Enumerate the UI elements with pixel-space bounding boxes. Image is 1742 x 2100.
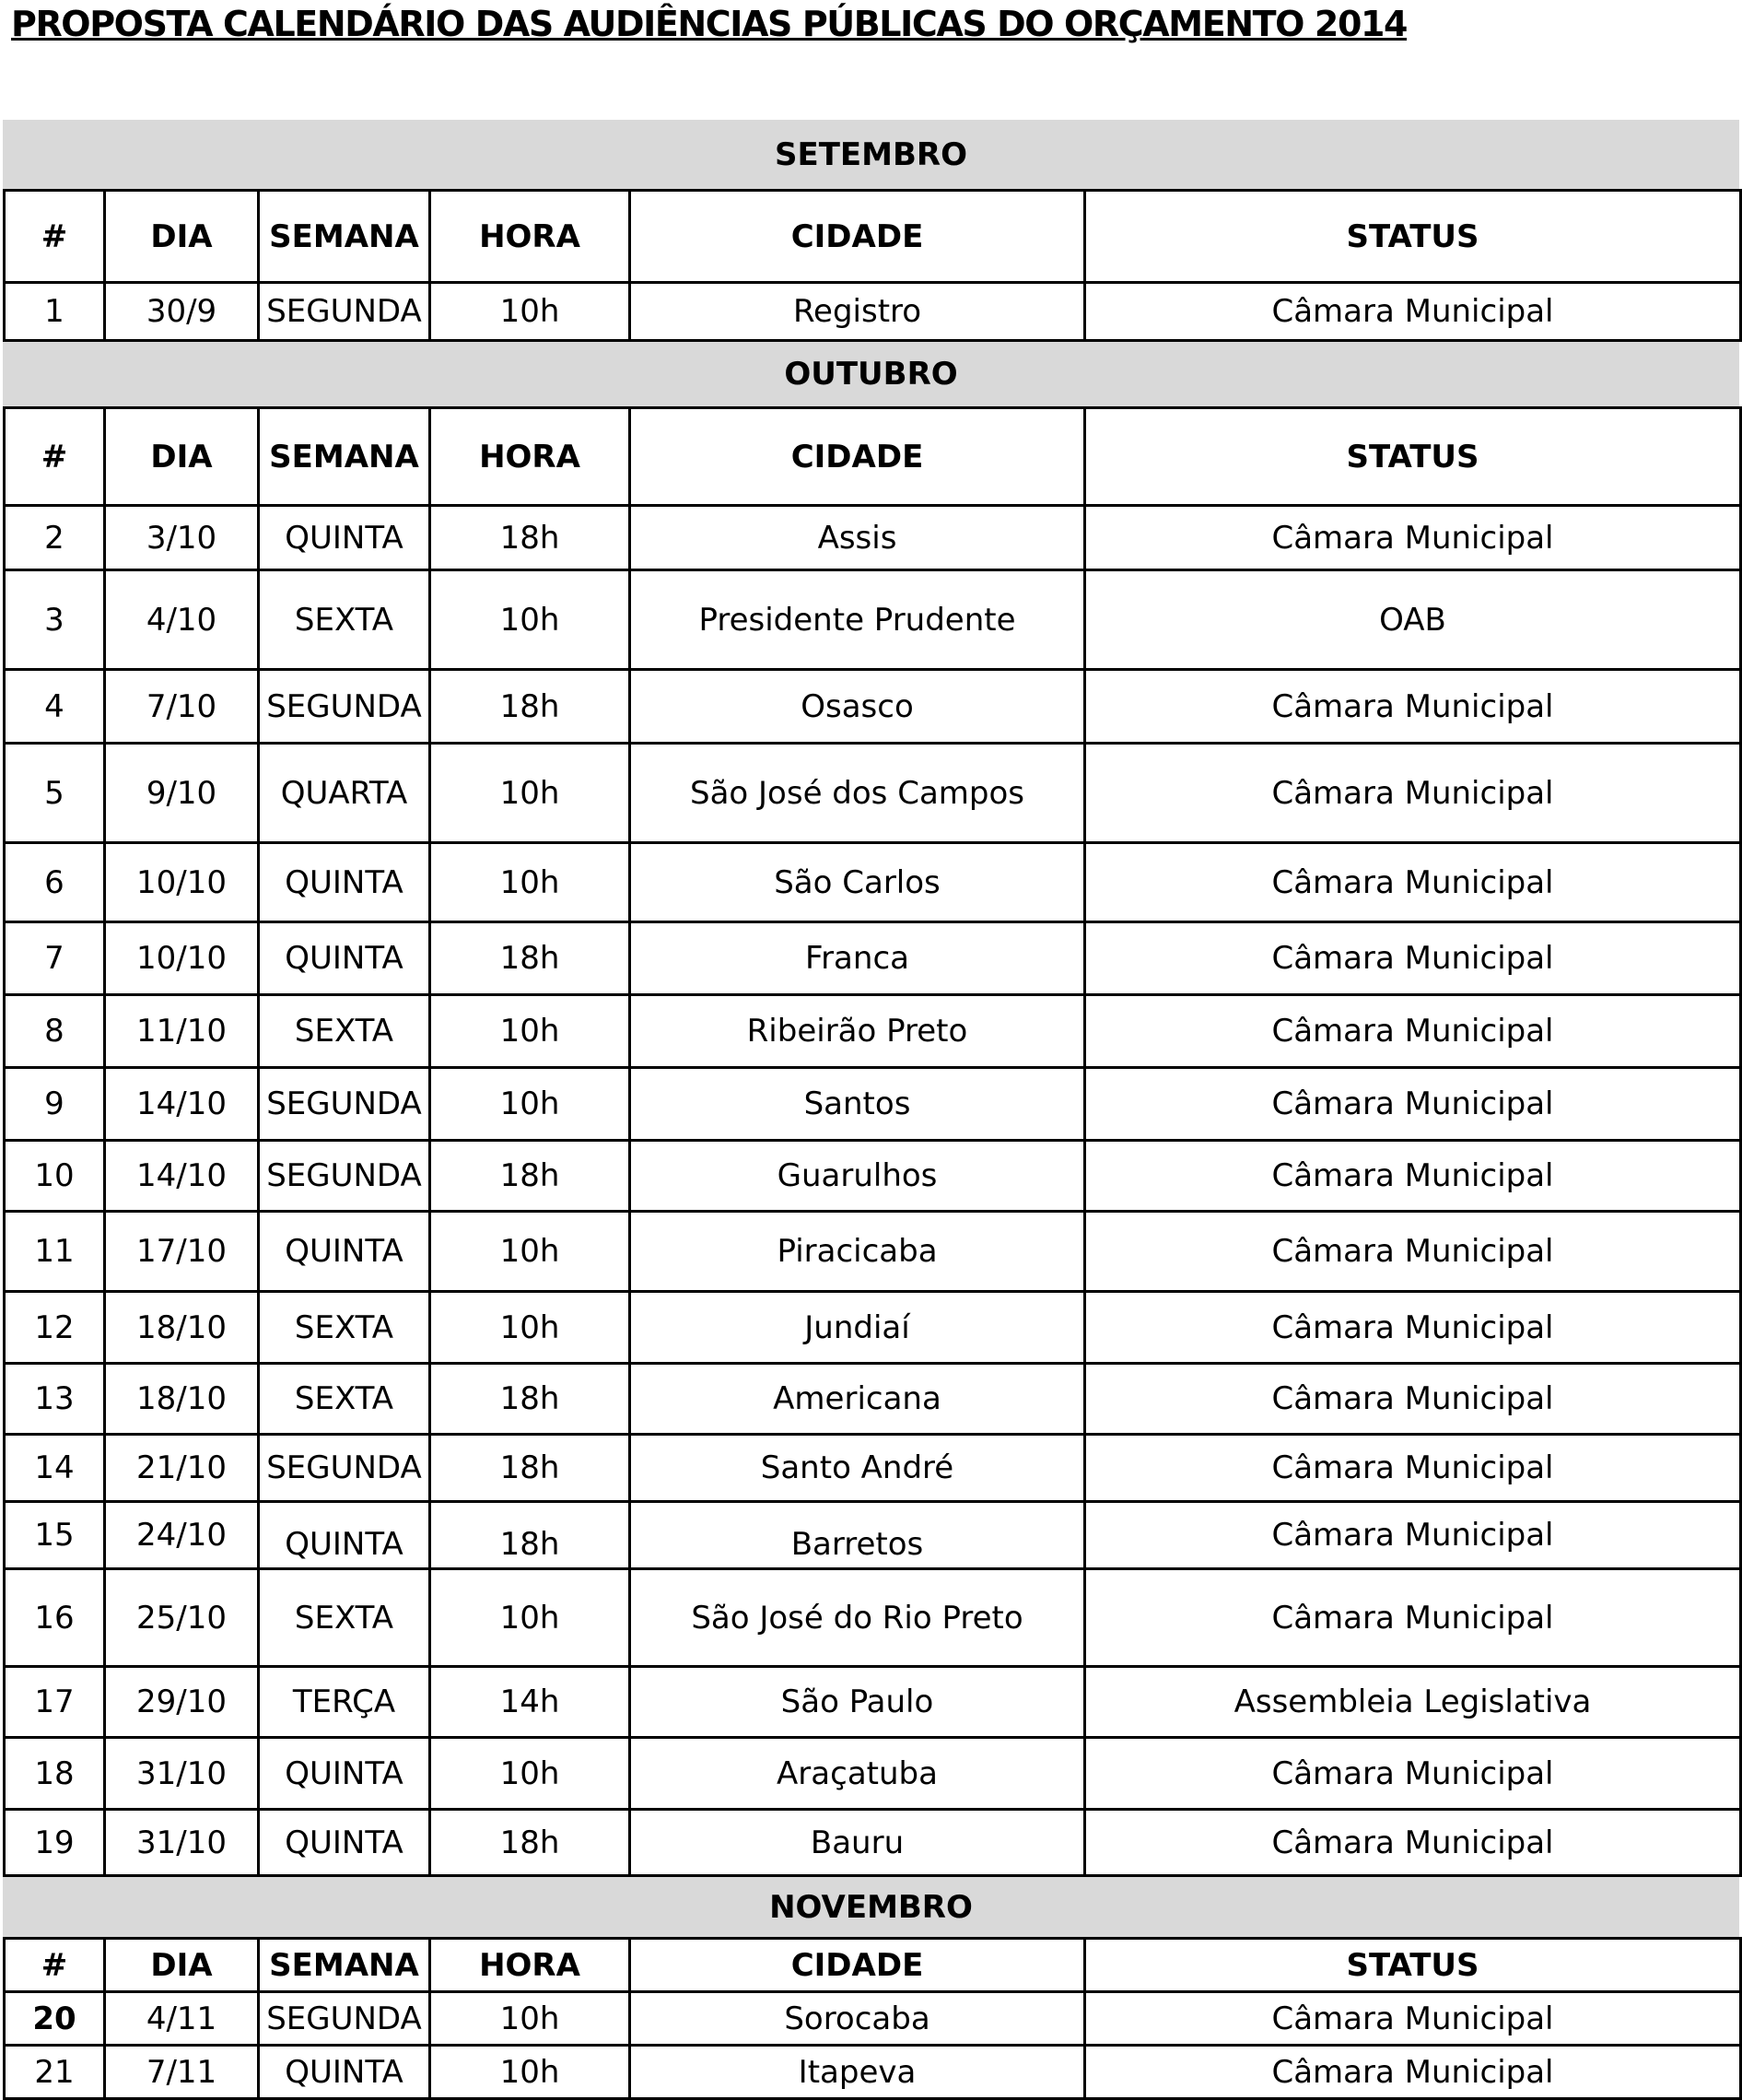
cell-status: Câmara Municipal [1085,995,1741,1068]
table-row [5,1738,1741,1810]
cell-num: 14 [5,1435,105,1502]
cell-hora: 18h [430,506,630,570]
cell-hora: 10h [430,283,630,341]
cell-num: 11 [5,1212,105,1292]
cell-cidade: São José do Rio Preto [630,1569,1085,1667]
cell-status: Câmara Municipal [1085,922,1741,995]
cell-semana: SEGUNDA [259,283,430,341]
cell-hora: 10h [430,2046,630,2099]
cell-hora: 18h [430,1364,630,1435]
cell-cidade: Jundiaí [630,1292,1085,1364]
column-header-semana: SEMANA [259,1939,430,1992]
cell-num: 12 [5,1292,105,1364]
cell-semana: SEGUNDA [259,1141,430,1212]
cell-dia: 9/10 [105,744,259,843]
cell-dia: 31/10 [105,1810,259,1876]
table-row [5,922,1741,995]
table-row [5,843,1741,922]
cell-status: Câmara Municipal [1085,1141,1741,1212]
cell-cidade: Guarulhos [630,1141,1085,1212]
schedule-table [3,406,1742,1877]
cell-semana: SEXTA [259,570,430,670]
cell-status: Câmara Municipal [1085,1992,1741,2046]
cell-num: 5 [5,744,105,843]
cell-dia: 10/10 [105,843,259,922]
column-header-hora: HORA [430,191,630,283]
table-row [5,1292,1741,1364]
cell-status: Câmara Municipal [1085,283,1741,341]
table-row [5,570,1741,670]
cell-hora: 14h [430,1667,630,1738]
cell-cidade: Sorocaba [630,1992,1085,2046]
cell-semana: QUINTA [259,1738,430,1810]
cell-status: Câmara Municipal [1085,1435,1741,1502]
cell-status: Câmara Municipal [1085,843,1741,922]
table-row [5,1992,1741,2046]
cell-hora: 10h [430,570,630,670]
month-heading: NOVEMBRO [3,1877,1739,1937]
cell-hora: 10h [430,1738,630,1810]
column-header-hora: HORA [430,408,630,506]
cell-dia: 29/10 [105,1667,259,1738]
cell-hora: 10h [430,1992,630,2046]
cell-cidade: São Carlos [630,843,1085,922]
cell-status: Câmara Municipal [1085,1810,1741,1876]
cell-text: Barretos [790,1526,924,1563]
cell-hora: 10h [430,995,630,1068]
cell-semana: QUINTA [259,1212,430,1292]
cell-num: 17 [5,1667,105,1738]
header-row [5,191,1741,283]
table-row [5,1569,1741,1667]
cell-num: 1 [5,283,105,341]
cell-hora: 10h [430,744,630,843]
column-header-status: STATUS [1085,191,1741,283]
column-header-dia: DIA [105,408,259,506]
cell-status: Assembleia Legislativa [1085,1667,1741,1738]
cell-cidade: Assis [630,506,1085,570]
cell-dia: 7/11 [105,2046,259,2099]
cell-dia: 18/10 [105,1364,259,1435]
month-heading: OUTUBRO [3,342,1739,406]
cell-dia: 7/10 [105,670,259,744]
table-row [5,995,1741,1068]
cell-hora: 18h [430,922,630,995]
cell-num: 6 [5,843,105,922]
cell-cidade: Santo André [630,1435,1085,1502]
cell-num: 19 [5,1810,105,1876]
table-row [5,2046,1741,2099]
schedule-sheet [3,120,1739,2100]
cell-status: Câmara Municipal [1085,670,1741,744]
cell-dia: 25/10 [105,1569,259,1667]
cell-cidade: Registro [630,283,1085,341]
table-row [5,1364,1741,1435]
cell-semana: SEGUNDA [259,670,430,744]
table-row [5,1435,1741,1502]
cell-semana: QUINTA [259,506,430,570]
cell-num: 13 [5,1364,105,1435]
cell-num: 20 [5,1992,105,2046]
cell-cidade: Ribeirão Preto [630,995,1085,1068]
cell-semana: QUINTA [259,922,430,995]
cell-num: 10 [5,1141,105,1212]
cell-cidade: Piracicaba [630,1212,1085,1292]
table-row [5,506,1741,570]
cell-num: 21 [5,2046,105,2099]
cell-dia: 24/10 [105,1502,259,1569]
cell-hora: 10h [430,1569,630,1667]
cell-cidade: Araçatuba [630,1738,1085,1810]
cell-status: Câmara Municipal [1085,1292,1741,1364]
cell-dia: 3/10 [105,506,259,570]
cell-cidade: São Paulo [630,1667,1085,1738]
column-header-semana: SEMANA [259,191,430,283]
month-heading: SETEMBRO [3,120,1739,189]
cell-text: 18h [499,1526,560,1563]
cell-cidade [630,1502,1085,1569]
cell-cidade: Bauru [630,1810,1085,1876]
table-row [5,1141,1741,1212]
cell-status: OAB [1085,570,1741,670]
cell-dia: 4/10 [105,570,259,670]
column-header-semana: SEMANA [259,408,430,506]
column-header-num: # [5,408,105,506]
cell-semana: SEXTA [259,1569,430,1667]
cell-dia: 10/10 [105,922,259,995]
cell-status: Câmara Municipal [1085,1364,1741,1435]
cell-dia: 17/10 [105,1212,259,1292]
cell-num: 18 [5,1738,105,1810]
cell-num: 9 [5,1068,105,1141]
cell-hora: 18h [430,1141,630,1212]
column-header-dia: DIA [105,1939,259,1992]
table-row [5,1502,1741,1569]
cell-cidade: São José dos Campos [630,744,1085,843]
cell-status: Câmara Municipal [1085,1068,1741,1141]
cell-cidade: Franca [630,922,1085,995]
column-header-cidade: CIDADE [630,1939,1085,1992]
cell-status: Câmara Municipal [1085,1738,1741,1810]
cell-semana: TERÇA [259,1667,430,1738]
cell-semana: SEXTA [259,1364,430,1435]
cell-cidade: Osasco [630,670,1085,744]
cell-num: 2 [5,506,105,570]
cell-hora: 18h [430,1810,630,1876]
cell-num: 16 [5,1569,105,1667]
table-row [5,1810,1741,1876]
cell-hora: 18h [430,670,630,744]
cell-cidade: Santos [630,1068,1085,1141]
cell-semana [259,1502,430,1569]
cell-dia: 31/10 [105,1738,259,1810]
cell-semana: QUINTA [259,1810,430,1876]
cell-cidade: Americana [630,1364,1085,1435]
document-title: PROPOSTA CALENDÁRIO DAS AUDIÊNCIAS PÚBLICAS DO ORÇAMENTO 2014 [11,4,1408,44]
column-header-status: STATUS [1085,1939,1741,1992]
cell-semana: SEXTA [259,995,430,1068]
cell-semana: QUINTA [259,843,430,922]
cell-hora [430,1502,630,1569]
cell-hora: 10h [430,843,630,922]
schedule-table [3,1937,1742,2100]
cell-dia: 4/11 [105,1992,259,2046]
cell-status: Câmara Municipal [1085,2046,1741,2099]
table-row [5,1212,1741,1292]
table-row [5,1068,1741,1141]
cell-hora: 10h [430,1292,630,1364]
table-row [5,283,1741,341]
column-header-cidade: CIDADE [630,191,1085,283]
cell-status: Câmara Municipal [1085,1502,1741,1569]
header-row [5,1939,1741,1992]
cell-dia: 21/10 [105,1435,259,1502]
column-header-num: # [5,191,105,283]
cell-num: 8 [5,995,105,1068]
column-header-status: STATUS [1085,408,1741,506]
cell-dia: 11/10 [105,995,259,1068]
cell-dia: 30/9 [105,283,259,341]
cell-hora: 18h [430,1435,630,1502]
cell-semana: SEGUNDA [259,1992,430,2046]
cell-cidade: Presidente Prudente [630,570,1085,670]
cell-semana: QUARTA [259,744,430,843]
table-row [5,744,1741,843]
cell-num: 15 [5,1502,105,1569]
cell-cidade: Itapeva [630,2046,1085,2099]
header-row [5,408,1741,506]
cell-dia: 14/10 [105,1141,259,1212]
cell-semana: SEGUNDA [259,1068,430,1141]
cell-num: 3 [5,570,105,670]
cell-semana: SEGUNDA [259,1435,430,1502]
cell-text: QUINTA [285,1526,403,1563]
column-header-cidade: CIDADE [630,408,1085,506]
cell-hora: 10h [430,1068,630,1141]
cell-num: 7 [5,922,105,995]
cell-status: Câmara Municipal [1085,1569,1741,1667]
cell-status: Câmara Municipal [1085,506,1741,570]
cell-num: 4 [5,670,105,744]
cell-status: Câmara Municipal [1085,744,1741,843]
cell-semana: SEXTA [259,1292,430,1364]
schedule-table [3,189,1742,342]
cell-hora: 10h [430,1212,630,1292]
column-header-dia: DIA [105,191,259,283]
cell-semana: QUINTA [259,2046,430,2099]
column-header-num: # [5,1939,105,1992]
column-header-hora: HORA [430,1939,630,1992]
cell-dia: 18/10 [105,1292,259,1364]
table-row [5,670,1741,744]
table-row [5,1667,1741,1738]
cell-dia: 14/10 [105,1068,259,1141]
cell-status: Câmara Municipal [1085,1212,1741,1292]
